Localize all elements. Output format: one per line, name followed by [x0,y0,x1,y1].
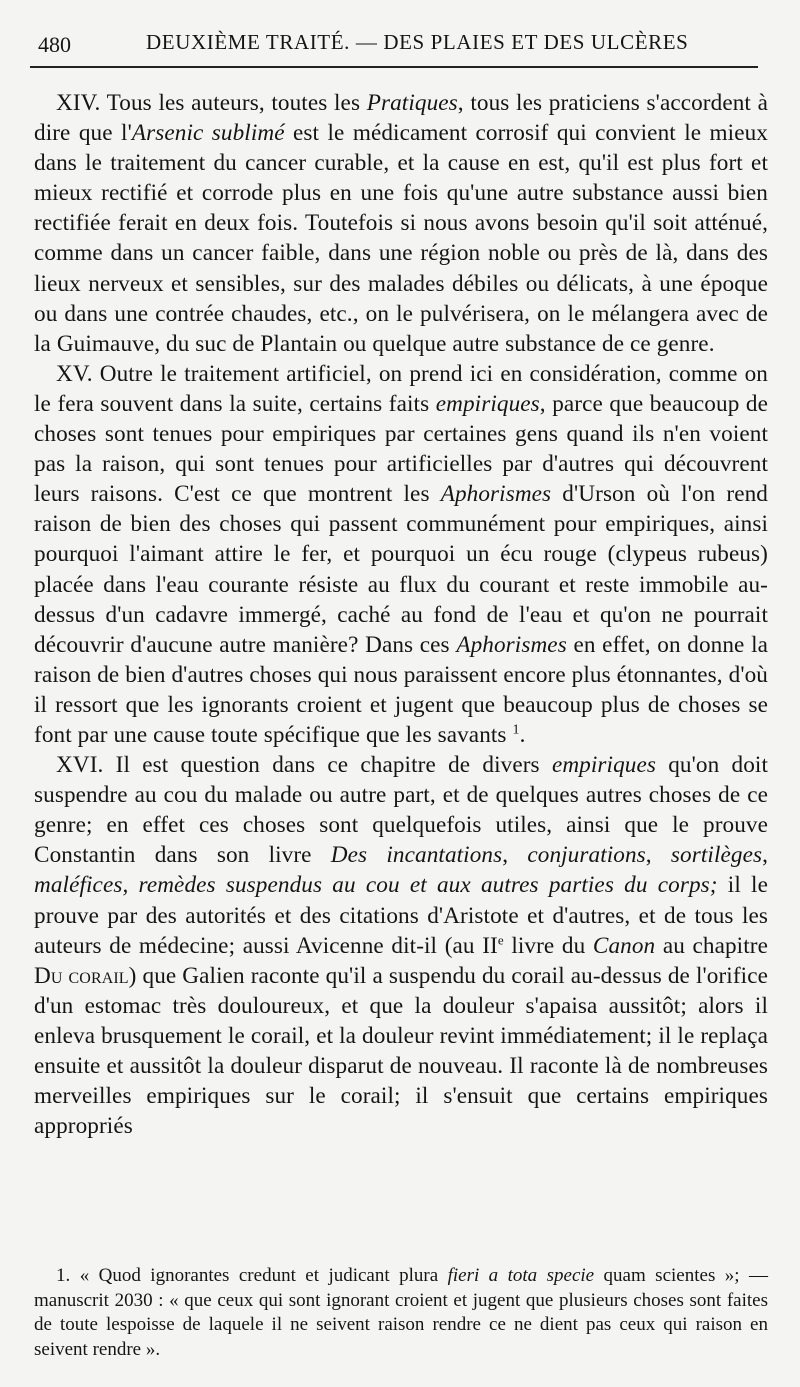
text-run: livre du [503,932,593,959]
text-run: il le prouve par des autorités et des citations d'Aristote et d'autres, et de tous les auteurs de médecine; aussi Avicenne dit-il (au II [34,872,768,959]
paragraph-xiv [34,88,768,359]
text-run: Tous les auteurs, toutes les [100,90,367,116]
small-caps-run: Du corail [34,962,129,989]
text-run: Outre le traitement artificiel, on prend ici en considération, comme on le fera souvent dans la suite, certains faits [34,360,768,417]
running-title: DEUXIÈME TRAITÉ. — DES PLAIES ET DES ULCÈRES [146,30,689,54]
footnotes [34,1264,768,1362]
italic-run: Canon [592,932,656,959]
footnote-1 [34,1264,768,1362]
page-header [30,26,760,62]
text-run: . [519,721,526,748]
footnote-reference[interactable]: 1 [512,722,520,738]
text-run: Il est question dans ce chapitre de divers [103,752,552,779]
italic-run: Aphorismes [440,481,552,508]
header-rule [30,66,758,68]
text-run: est le médicament corrosif qui convient le mieux dans le traitement du cancer curable, et la cause en est, qu'il est plus fort et mieux rectifié et corrode plus en une fois qu'une autre substance aussi bien rectifiée ferait en deux fois. Toutefois si nous avons besoin qu'il soit atténué, comme dans un cancer faible, dans une région noble ou près de là, dans des lieux nerveux et sensibles, sur des malades débiles ou délicats, à une époque ou dans une contrée chaudes, etc., on le pulvérisera, on le mélangera avec de la Guimauve, du suc de Plantain ou quelque autre substance de ce genre. [34,120,768,357]
italic-run: Aphorismes [456,631,567,658]
italic-run: Arsenic sublimé [131,120,285,147]
paragraph-xv [34,359,768,750]
text-run: , parce que beaucoup de choses sont tenues pour empiriques par certaines gens quand ils n'en voient pas la raison, qui sont tenues pour artificielles par d'autres qui découvrent leurs raisons. C'est ce que montrent les [34,390,768,508]
text-run: , [502,842,528,869]
italic-run: empiriques [551,752,656,779]
text-run: d'Urson où l'on rend raison de bien des choses qui passent communément pour empiriques, ainsi pourquoi l'aimant attire le fer, et pourquoi un écu rouge (clypeus rubeus) placée dans l'eau courante résiste au flux du courant et reste immobile au-dessus d'un cadavre immergé, caché au fond de l'eau et qu'on ne pourrait découvrir d'aucune autre manière? Dans ces [34,481,768,658]
text-run: en effet, on donne la raison de bien d'autres choses qui nous paraissent encore plus étonnantes, d'où il ressort que les ignorants croient et jugent que beaucoup plus de choses se font par une cause toute spécifique que les savants [34,631,768,748]
italic-run: maléfices, remèdes suspendus au cou et aux autres parties du corps; [34,872,718,899]
text-run: qu'on doit suspendre au cou du malade ou autre part, et de quelques autres choses de ce genre; en effet ces choses sont quelquefois utiles, ainsi que le prouve Constantin dans son livre [34,752,768,869]
text-run: , [645,842,671,869]
text-run: , [762,842,768,869]
superscript: e [497,931,504,947]
italic-run: Des incantations [330,842,503,869]
italic-run: Pratiques [366,90,458,116]
page-number: 480 [38,32,71,57]
text-run: au chapitre [655,932,768,959]
italic-run: sortilèges [670,842,763,869]
italic-run: conjurations [527,842,646,869]
paragraph-number: XIV. [56,90,101,116]
text-run: , tous les praticiens s'accordent à dire que l' [34,90,768,147]
body-text [34,88,768,1141]
paragraph-number: XVI. [56,752,104,779]
paragraph-xvi [34,750,768,1141]
italic-run: fieri a tota specie [447,1265,595,1286]
text-run: ) que Galien raconte qu'il a suspendu du corail au-dessus de l'orifice d'un estomac très douloureux, et que la douleur s'apaisa aussitôt; alors il enleva brusquement le corail, et la douleur revint immédiatement; il le replaça ensuite et aussitôt la douleur disparut de nouveau. Il raconte là de nombreuses merveilles empiriques sur le corail; il s'ensuit que certains empiriques appropriés [34,962,768,1140]
paragraph-number: XV. [56,360,93,387]
italic-run: empiriques [435,390,540,417]
text-run: 1. « Quod ignorantes credunt et judicant plura [56,1265,448,1286]
text-run: quam scientes »; — manuscrit 2030 : « que ceux qui sont ignorant croient et jugent que plusieurs choses sont faites de toute lespoisse de laquele il ne seivent raison rendre ce ne dient pas ceux qui raison en seivent rendre ». [34,1265,768,1360]
